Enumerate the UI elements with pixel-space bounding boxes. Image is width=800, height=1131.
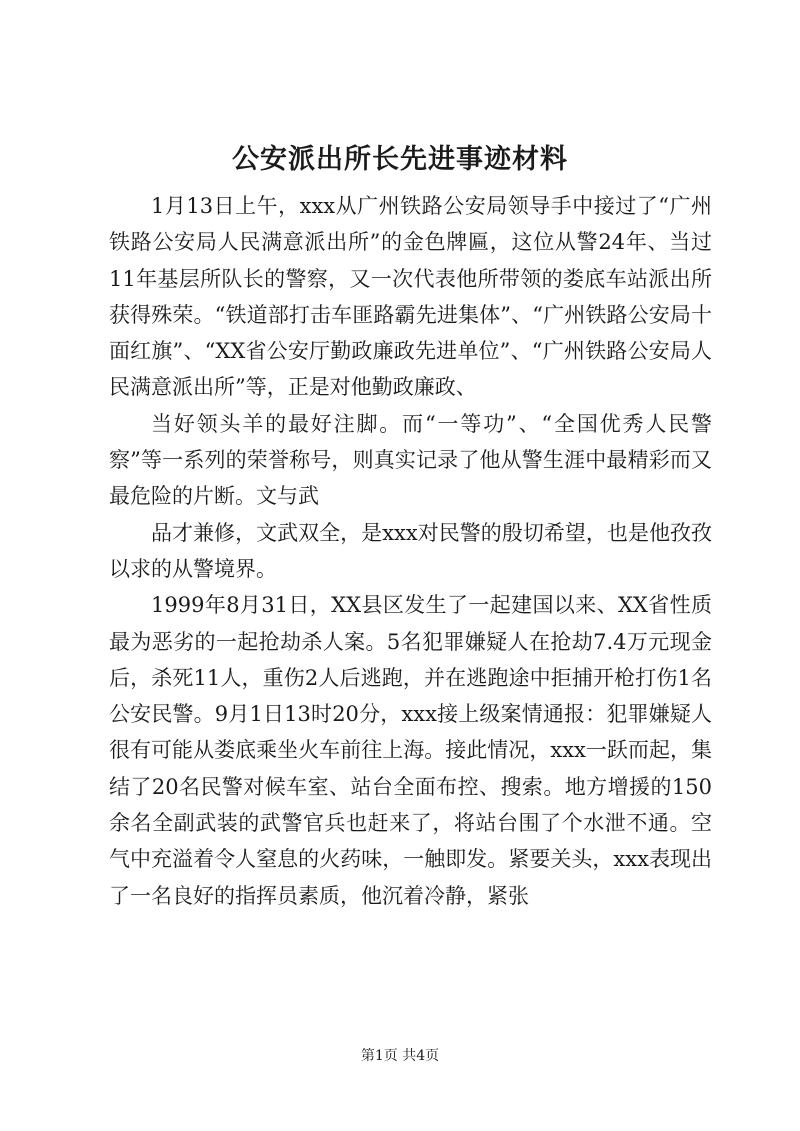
paragraph-4: 1999年8月31日，XX县区发生了一起建国以来、XX省性质最为恶劣的一起抢劫杀人案。5名犯罪嫌疑人在抢劫7.4万元现金后，杀死11人，重伤2人后逃跑，并在逃跑途中拒捕开枪打伤1名公安民警。9月1日13时20分，xxx接上级案情通报：犯罪嫌疑人很有可能从娄底乘坐火车前往上海。接此情况，xxx一跃而起，集结了20名民警对候车室、站台全面布控、搜索。地方增援的150余名全副武装的武警官兵也赶来了，将站台围了个水泄不通。空气中充溢着令人窒息的火药味，一触即发。紧要关头，xxx表现出了一名良好的指挥员素质，他沉着冷静，紧张	[109, 593, 712, 908]
paragraph-1: 1月13日上午，xxx从广州铁路公安局领导手中接过了“广州铁路公安局人民满意派出所”的金色牌匾，这位从警24年、当过11年基层所队长的警察，又一次代表他所带领的娄底车站派出所获得殊荣。“铁道部打击车匪路霸先进集体”、“广州铁路公安局十面红旗”、“XX省公安厅勤政廉政先进单位”、“广州铁路公安局人民满意派出所”等，正是对他勤政廉政、	[109, 194, 712, 400]
paragraph-2: 当好领头羊的最好注脚。而“一等功”、“全国优秀人民警察”等一系列的荣誉称号，则真实记录了他从警生涯中最精彩而又最危险的片断。文与武	[109, 411, 712, 509]
page-number-footer: 第1页 共4页	[360, 1048, 440, 1064]
document-body	[109, 188, 712, 914]
page-title: 公安派出所长先进事迹材料	[232, 144, 568, 175]
paragraph-3: 品才兼修，文武双全，是xxx对民警的殷切希望，也是他孜孜以求的从警境界。	[109, 520, 712, 581]
